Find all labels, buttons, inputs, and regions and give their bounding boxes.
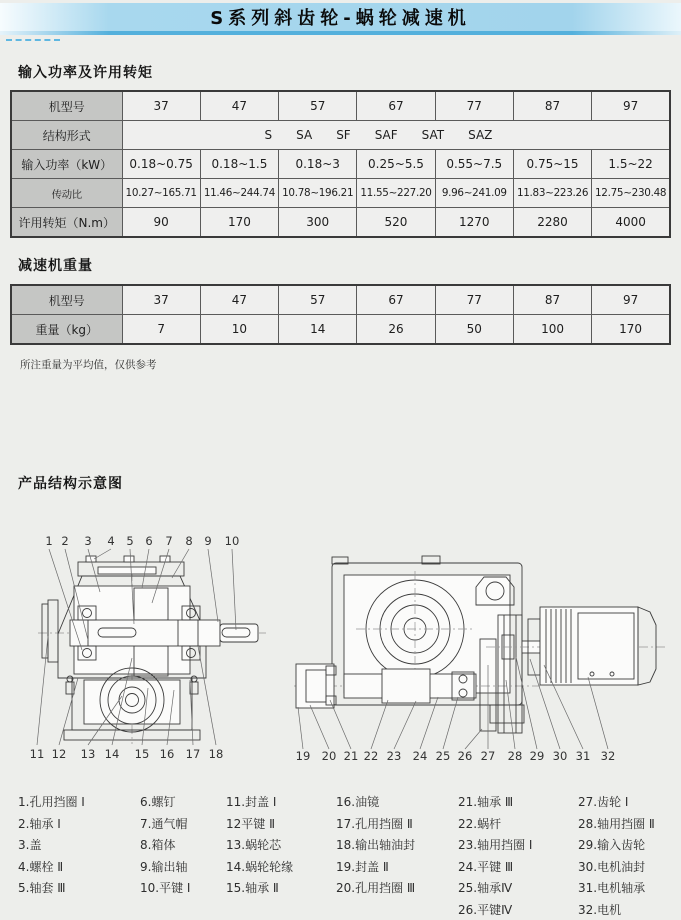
power-section-heading: 输入功率及许用转矩 — [18, 65, 153, 81]
part-number: 4 — [107, 534, 115, 548]
part-number: 7 — [165, 534, 173, 548]
part-number: 28 — [507, 749, 523, 763]
part-item: 28.轴用挡圈 Ⅱ — [578, 816, 655, 831]
part-item: 12平键 Ⅱ — [226, 816, 275, 831]
part-item: 10.平键 Ⅰ — [140, 881, 191, 895]
row-label: 机型号 — [11, 91, 122, 121]
part-item: 19.封盖 Ⅱ — [336, 859, 389, 874]
part-number: 13 — [80, 747, 96, 761]
part-number: 17 — [185, 747, 201, 761]
table-cell: 50 — [435, 315, 513, 345]
structure-type: SAF — [374, 128, 398, 142]
table-cell: 87 — [513, 91, 591, 121]
table-cell: 11.46~244.74 — [200, 179, 278, 208]
table-cell: 0.18~0.75 — [122, 150, 200, 179]
parts-column-3 — [226, 792, 293, 900]
parts-column-5 — [458, 792, 532, 920]
table-cell: 0.55~7.5 — [435, 150, 513, 179]
part-item: 8.箱体 — [140, 838, 176, 852]
table-cell: 0.75~15 — [513, 150, 591, 179]
table-cell: 47 — [200, 285, 278, 315]
table-cell: 37 — [122, 91, 200, 121]
row-label: 输入功率（kW） — [11, 150, 122, 179]
part-item: 15.轴承 Ⅱ — [226, 881, 279, 895]
table-cell: 12.75~230.48 — [592, 179, 670, 208]
structure-types-cell — [122, 121, 670, 150]
table-cell: 11.83~223.26 — [513, 179, 591, 208]
structure-type: SAT — [421, 128, 445, 142]
part-number: 26 — [457, 749, 473, 763]
table-cell: 11.55~227.20 — [357, 179, 435, 208]
table-cell: 67 — [357, 91, 435, 121]
table-cell: 100 — [513, 315, 591, 345]
table-cell: 97 — [592, 91, 670, 121]
row-label: 许用转矩（N.m） — [11, 208, 122, 238]
structure-type: S — [264, 128, 273, 142]
parts-column-6 — [578, 792, 655, 920]
table-cell: 77 — [435, 285, 513, 315]
table-cell: 7 — [122, 315, 200, 345]
part-item: 20.孔用挡圈 Ⅲ — [336, 881, 416, 895]
table-cell: 1.5~22 — [592, 150, 670, 179]
table-cell: 170 — [592, 315, 670, 345]
table-cell: 67 — [357, 285, 435, 315]
part-item: 2.轴承 Ⅰ — [18, 816, 61, 831]
table-cell: 10.27~165.71 — [122, 179, 200, 208]
part-item: 29.输入齿轮 — [578, 838, 646, 852]
part-number: 3 — [84, 534, 92, 548]
table-row — [11, 91, 670, 121]
table-row — [11, 315, 670, 345]
part-item: 24.平键 Ⅲ — [458, 859, 514, 874]
power-torque-table — [10, 90, 671, 238]
table-cell: 520 — [357, 208, 435, 238]
part-item: 31.电机轴承 — [578, 881, 646, 895]
table-cell: 57 — [279, 285, 357, 315]
part-number: 29 — [529, 749, 545, 763]
part-number: 25 — [435, 749, 451, 763]
part-number: 11 — [29, 747, 45, 761]
table-row — [11, 208, 670, 238]
weight-section-heading: 减速机重量 — [18, 258, 93, 274]
part-number: 5 — [126, 534, 134, 548]
weight-note: 所注重量为平均值，仅供参考 — [20, 358, 157, 371]
table-row — [11, 285, 670, 315]
reducer-side-section-with-motor-diagram — [290, 545, 670, 763]
table-cell: 0.18~3 — [279, 150, 357, 179]
title-underline — [0, 31, 681, 35]
part-item: 16.油镜 — [336, 795, 380, 809]
part-item: 21.轴承 Ⅲ — [458, 795, 514, 809]
row-label: 重量（kg） — [11, 315, 122, 345]
part-number: 24 — [412, 749, 428, 763]
structure-type: SAZ — [468, 128, 493, 142]
parts-column-1 — [18, 792, 85, 900]
part-item: 32.电机 — [578, 902, 622, 917]
structure-type: SF — [336, 128, 351, 142]
structure-type: SA — [296, 128, 313, 142]
table-cell: 57 — [279, 91, 357, 121]
table-cell: 10.78~196.21 — [279, 179, 357, 208]
table-cell: 1270 — [435, 208, 513, 238]
part-item: 17.孔用挡圈 Ⅱ — [336, 816, 413, 831]
part-number: 9 — [204, 534, 212, 548]
table-cell: 77 — [435, 91, 513, 121]
table-cell: 87 — [513, 285, 591, 315]
table-cell: 0.18~1.5 — [200, 150, 278, 179]
part-item: 7.通气帽 — [140, 816, 188, 831]
part-number: 27 — [480, 749, 496, 763]
table-cell: 300 — [279, 208, 357, 238]
table-row — [11, 121, 670, 150]
part-number: 20 — [321, 749, 337, 763]
table-row — [11, 179, 670, 208]
part-number: 10 — [224, 534, 240, 548]
table-cell: 37 — [122, 285, 200, 315]
row-label: 结构形式 — [11, 121, 122, 150]
part-number: 30 — [552, 749, 568, 763]
part-item: 14.蜗轮轮缘 — [226, 859, 294, 874]
table-cell: 26 — [357, 315, 435, 345]
part-number: 14 — [104, 747, 120, 761]
table-cell: 2280 — [513, 208, 591, 238]
row-label: 机型号 — [11, 285, 122, 315]
part-item: 9.输出轴 — [140, 859, 188, 874]
table-cell: 14 — [279, 315, 357, 345]
part-item: 23.轴用挡圈 Ⅰ — [458, 838, 533, 852]
part-number: 31 — [575, 749, 591, 763]
part-number: 1 — [45, 534, 53, 548]
part-number: 12 — [51, 747, 67, 761]
part-item: 11.封盖 Ⅰ — [226, 795, 277, 809]
part-item: 27.齿轮 Ⅰ — [578, 795, 629, 809]
table-cell: 47 — [200, 91, 278, 121]
reducer-front-section-diagram — [22, 528, 270, 764]
table-cell: 97 — [592, 285, 670, 315]
part-number: 19 — [295, 749, 311, 763]
title-bar — [0, 3, 681, 31]
parts-column-4 — [336, 792, 415, 900]
table-cell: 4000 — [592, 208, 670, 238]
table-cell: 170 — [200, 208, 278, 238]
part-item: 3.盖 — [18, 838, 42, 852]
part-number: 32 — [600, 749, 616, 763]
parts-column-2 — [140, 792, 190, 900]
table-row — [11, 150, 670, 179]
part-item: 6.螺钉 — [140, 795, 176, 809]
page-title: S系列斜齿轮-蜗轮减速机 — [210, 8, 471, 29]
part-number: 8 — [185, 534, 193, 548]
table-cell: 10 — [200, 315, 278, 345]
part-number: 6 — [145, 534, 153, 548]
table-cell: 0.25~5.5 — [357, 150, 435, 179]
part-number: 18 — [208, 747, 224, 761]
part-number: 15 — [134, 747, 150, 761]
part-item: 18.输出轴油封 — [336, 838, 416, 852]
structure-section-heading: 产品结构示意图 — [18, 476, 123, 492]
part-number: 16 — [159, 747, 175, 761]
part-item: 25.轴承Ⅳ — [458, 881, 513, 895]
part-number: 21 — [343, 749, 359, 763]
part-item: 1.孔用挡圈 Ⅰ — [18, 795, 85, 809]
row-label: 传动比 — [11, 179, 122, 208]
part-item: 13.蜗轮芯 — [226, 838, 282, 852]
weight-table — [10, 284, 671, 345]
part-item: 22.蜗杆 — [458, 816, 502, 831]
watermark-dashes — [6, 39, 60, 41]
part-item: 26.平键Ⅳ — [458, 902, 513, 917]
part-number: 23 — [386, 749, 402, 763]
part-item: 30.电机油封 — [578, 859, 646, 874]
table-cell: 9.96~241.09 — [435, 179, 513, 208]
part-item: 4.螺栓 Ⅱ — [18, 859, 64, 874]
part-number: 2 — [61, 534, 69, 548]
part-number: 22 — [363, 749, 379, 763]
part-item: 5.轴套 Ⅲ — [18, 881, 66, 895]
table-cell: 90 — [122, 208, 200, 238]
